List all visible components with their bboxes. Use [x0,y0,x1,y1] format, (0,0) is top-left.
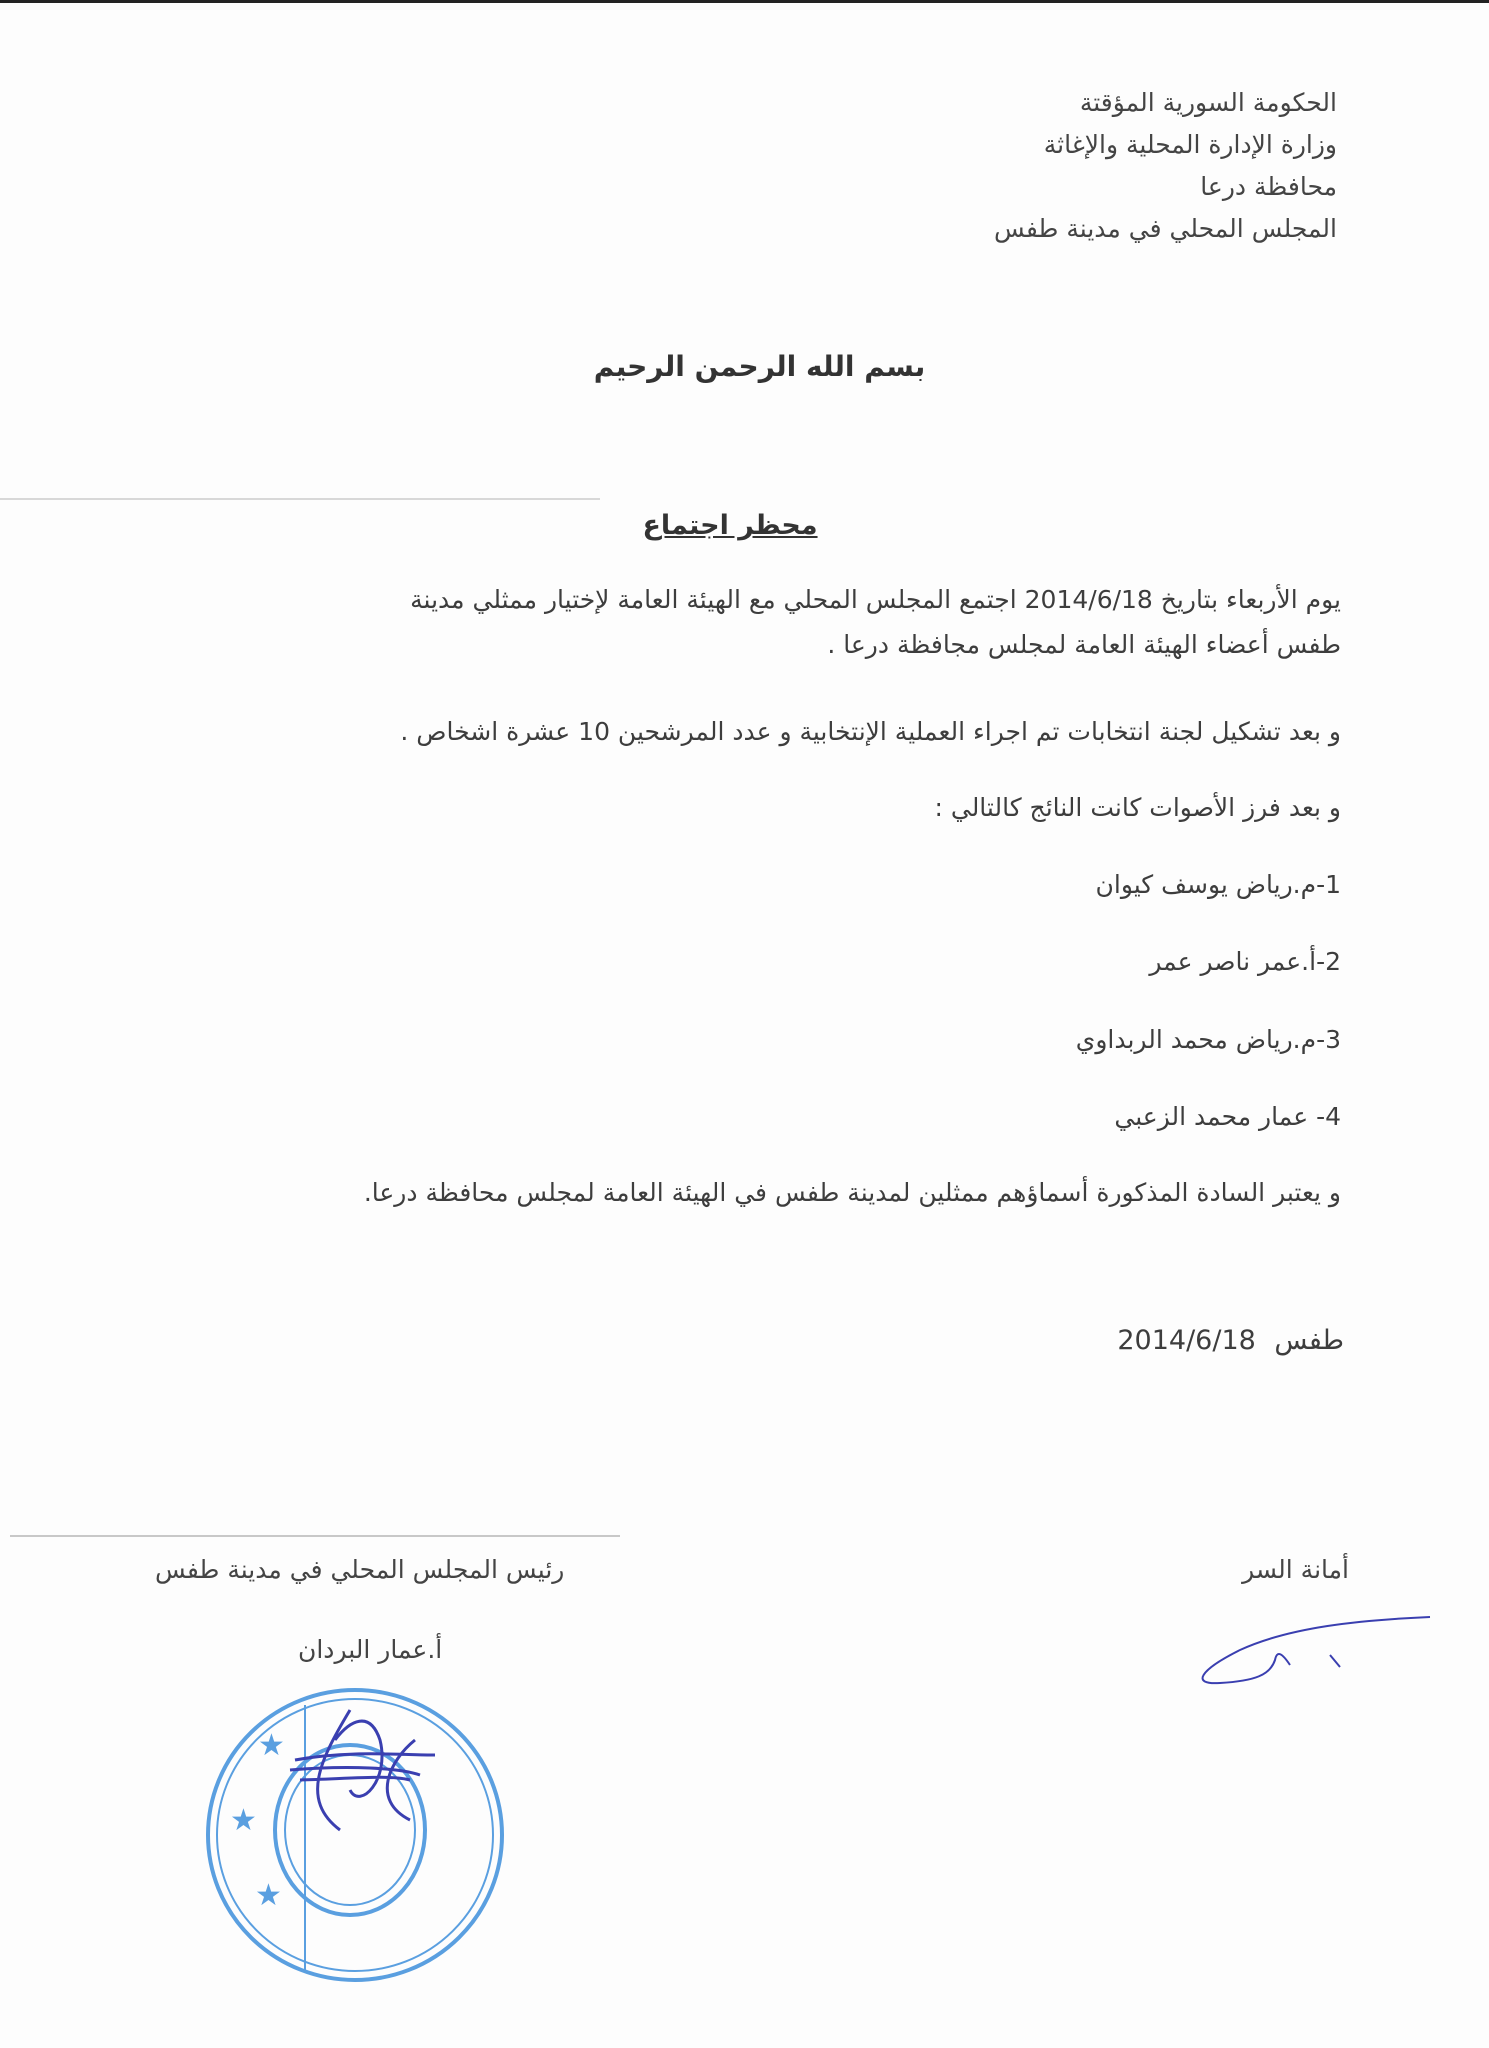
result-item: 1-م.رياض يوسف كيوان [1095,870,1341,899]
paragraph-line: طفس أعضاء الهيئة العامة لمجلس مجافظة درعا . [827,630,1341,659]
president-name: أ.عمار البردان [298,1635,443,1664]
place-date [1117,1325,1344,1356]
result-item: 2-أ.عمر ناصر عمر [1149,947,1341,976]
result-item: 3-م.رياض محمد الربداوي [1075,1025,1341,1054]
letterhead-line: وزارة الإدارة المحلية والإغاثة [1043,130,1337,159]
scan-edge [0,0,1489,3]
secretary-label: أمانة السر [1242,1555,1349,1584]
result-item: 4- عمار محمد الزعبي [1114,1102,1341,1131]
president-label: رئيس المجلس المحلي في مدينة طفس [155,1555,565,1584]
date: 2014/6/18 [1117,1325,1256,1356]
letterhead-line: محافظة درعا [1200,172,1337,201]
basmala: بسم الله الرحمن الرحيم [593,350,926,383]
paragraph: و بعد فرز الأصوات كانت النائج كالتالي : [934,793,1341,822]
official-stamp [200,1680,510,1990]
paragraph-line: يوم الأربعاء بتاريخ 2014/6/18 اجتمع المجلس المحلي مع الهيئة العامة لإختيار ممثلي مدينة [410,585,1341,614]
secretary-signature [1180,1605,1440,1695]
paragraph: و يعتبر السادة المذكورة أسماؤهم ممثلين لمدينة طفس في الهيئة العامة لمجلس محافظة درعا. [363,1178,1341,1207]
paragraph: و بعد تشكيل لجنة انتخابات تم اجراء العملية الإنتخابية و عدد المرشحين 10 عشرة اشخاص . [400,717,1341,746]
scan-artifact [0,498,600,500]
place: طفس [1274,1325,1344,1356]
letterhead-line: الحكومة السورية المؤقتة [1079,88,1337,117]
document-title: محظر اجتماع [642,510,818,541]
svg-text:★: ★ [255,1878,282,1913]
scan-artifact [10,1535,620,1537]
svg-text:★: ★ [230,1803,257,1838]
letterhead-line: المجلس المحلي في مدينة طفس [994,214,1337,243]
svg-text:★: ★ [258,1728,285,1763]
letterhead [994,82,1337,250]
